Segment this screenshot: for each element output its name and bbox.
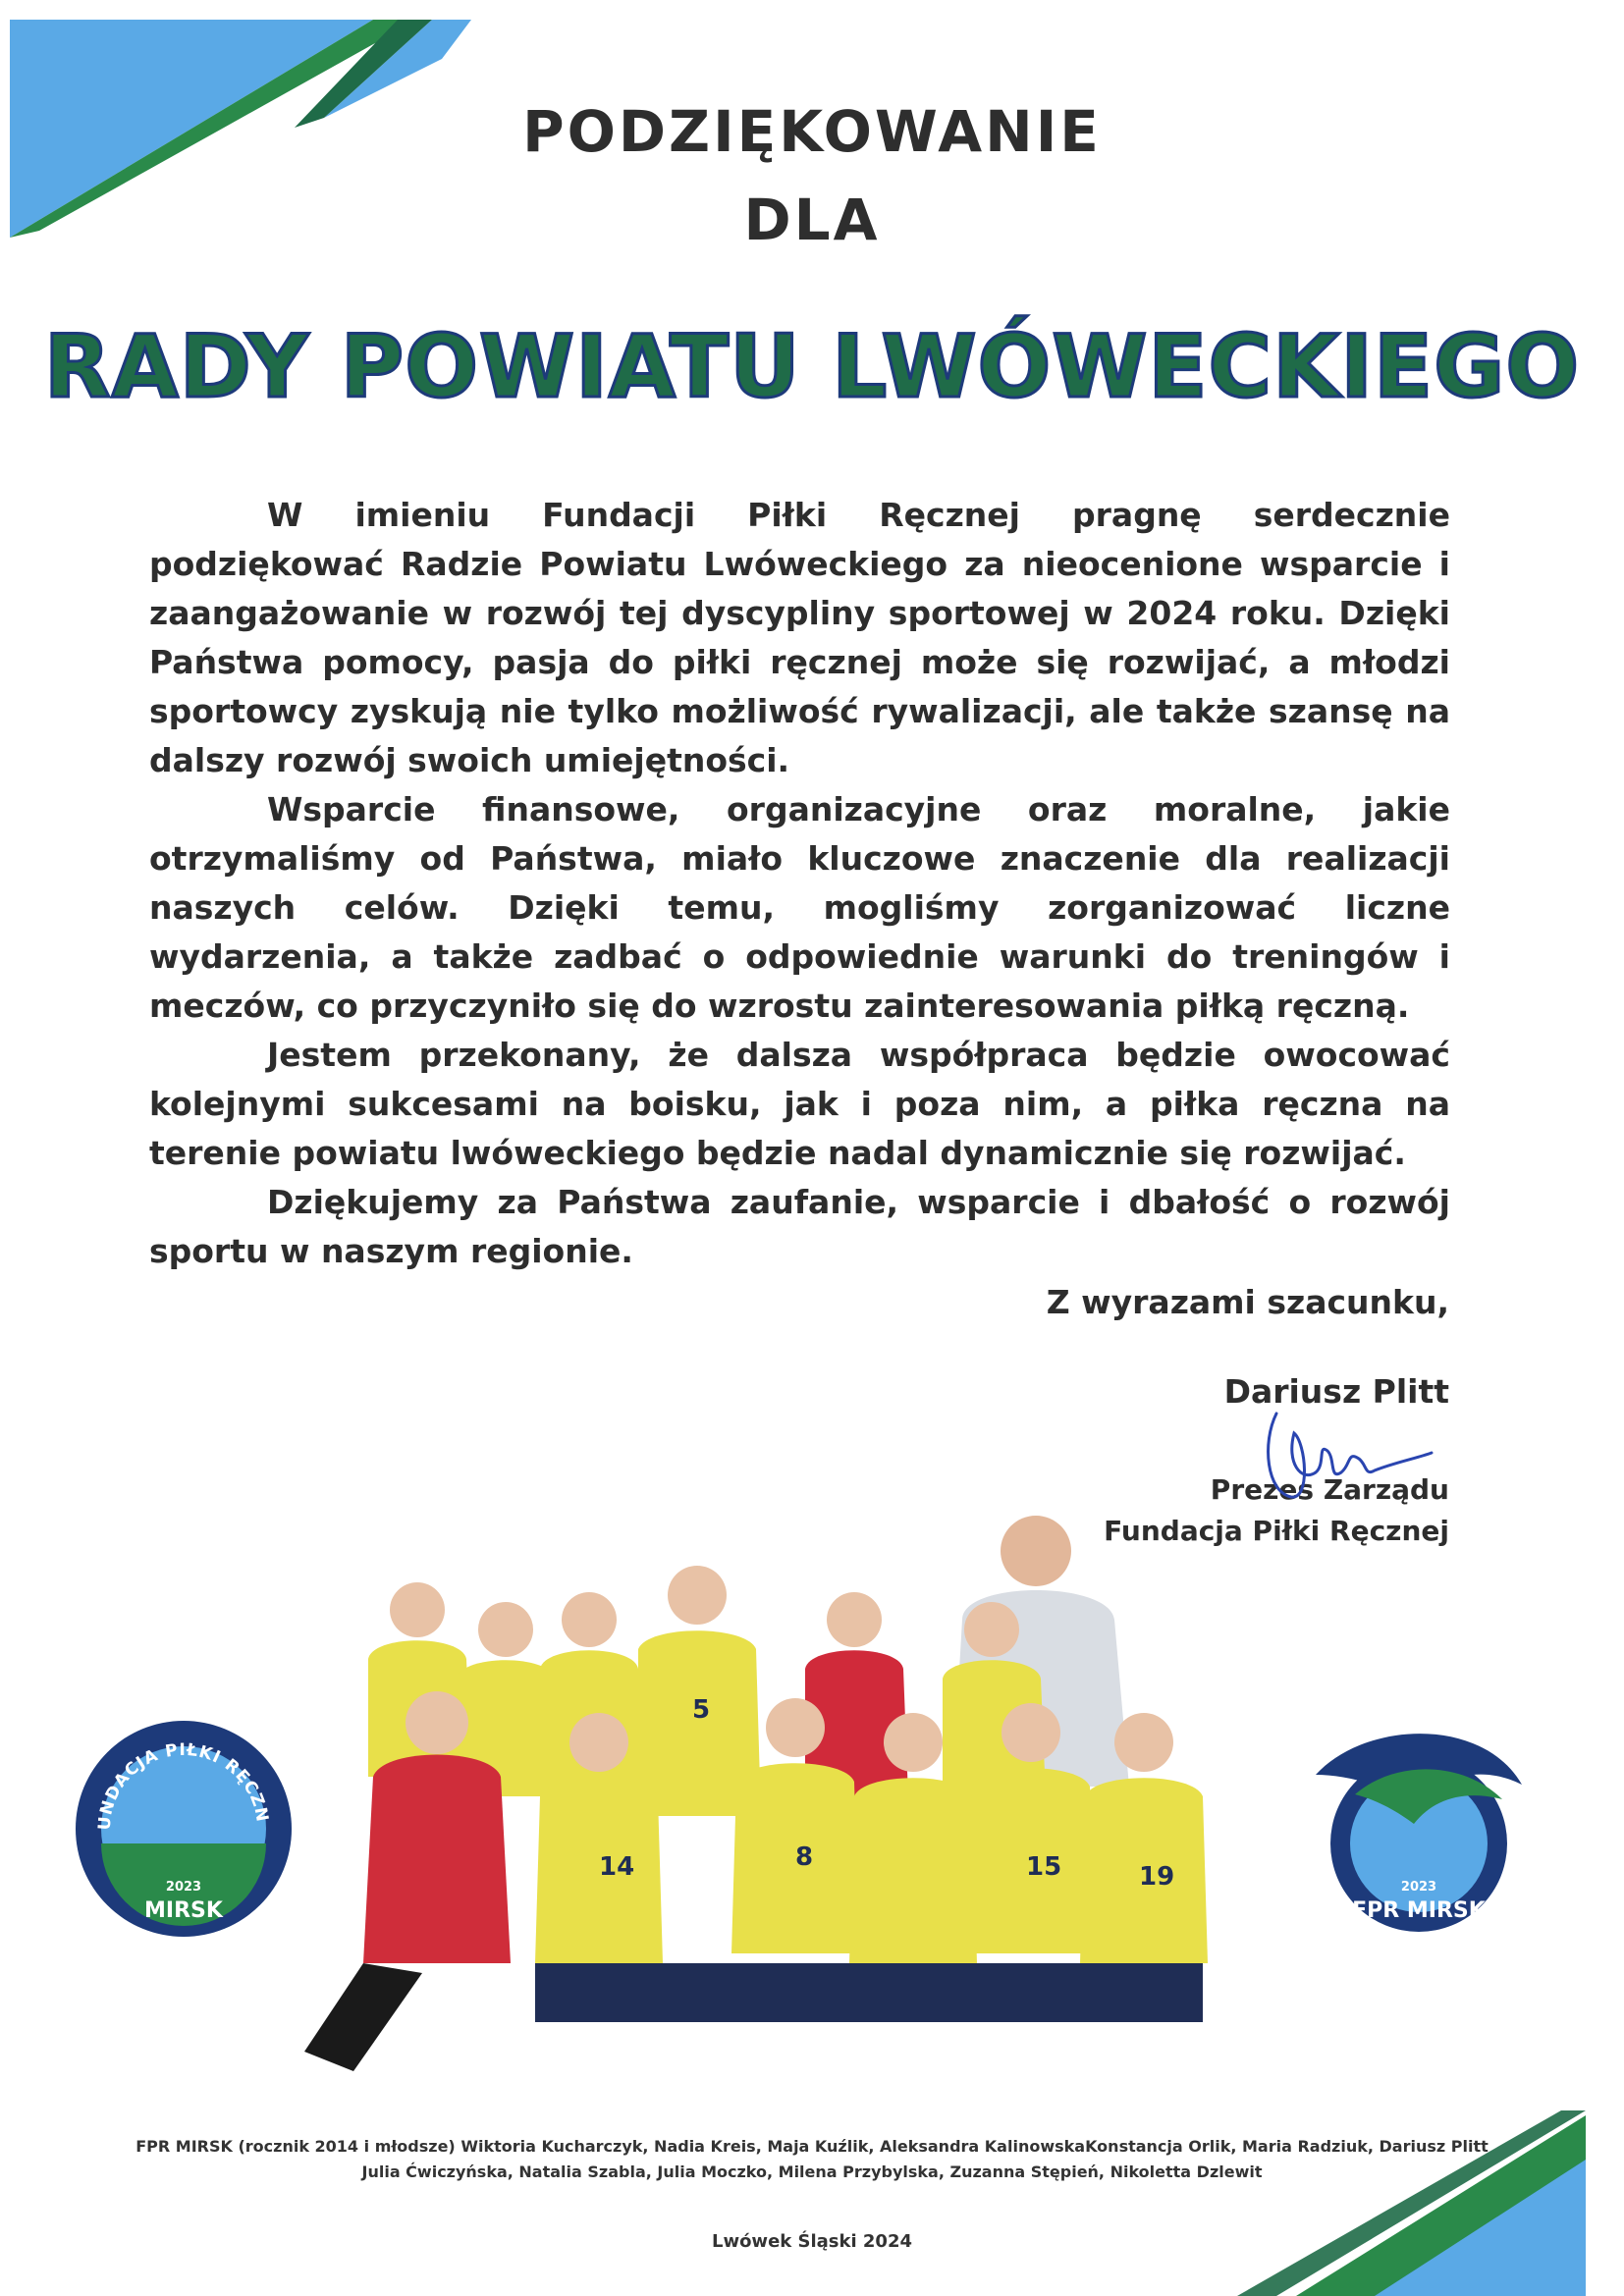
- paragraph-3: Jestem przekonany, że dalsza współpraca będzie owocować kolejnymi sukcesami na boisku, jak i poza nim, a piłka ręczna na terenie powiatu lwóweckiego będzie nadal dynamicznie się rozwijać.: [149, 1036, 1450, 1172]
- handwritten-signature: [1257, 1404, 1434, 1516]
- logo-year: 2023: [165, 1880, 202, 1895]
- logo-name: FPR MIRSK: [1352, 1898, 1486, 1923]
- footer-place-date: Lwówek Śląski 2024: [711, 2231, 913, 2252]
- decorative-stripes-bottom: [1237, 2110, 1624, 2296]
- fpr-mirsk-logo-right: [1296, 1716, 1532, 1946]
- signer-name: Dariusz Plitt: [1223, 1372, 1449, 1411]
- jersey-number: 8: [795, 1842, 814, 1872]
- caption-line-1: FPR MIRSK (rocznik 2014 i młodsze) Wiktoria Kucharczyk, Nadia Kreis, Maja Kuźlik, Aleksandra KalinowskaKonstancja Orlik, Maria Radziuk, Dariusz Plitt: [135, 2137, 1489, 2156]
- logo-name: MIRSK: [144, 1898, 223, 1923]
- logo-ring-text: UNDACJA PIŁKI RĘCZN: [94, 1739, 272, 1832]
- jersey-number: 5: [692, 1695, 711, 1725]
- jersey-number: 15: [1026, 1852, 1062, 1882]
- fpr-mirsk-logo-left: [71, 1716, 297, 1946]
- recipient-heading: RADY POWIATU LWÓWECKIEGO: [43, 316, 1581, 417]
- signer-organization: Fundacja Piłki Ręcznej: [1104, 1515, 1449, 1547]
- jersey-number: 19: [1139, 1862, 1175, 1892]
- document-title-line-2: DLA: [743, 187, 881, 253]
- paragraph-4: Dziękujemy za Państwa zaufanie, wsparcie i dbałość o rozwój sportu w naszym regionie.: [149, 1183, 1450, 1270]
- paragraph-1: W imieniu Fundacji Piłki Ręcznej pragnę serdecznie podziękować Radzie Powiatu Lwóweckiego za nieocenione wsparcie i zaangażowanie w rozwój tej dyscypliny sportowej w 2024 roku. Dzięki Państwa pomocy, pasja do piłki ręcznej może się rozwijać, a młodzi sportowcy zyskują nie tylko możliwość rywalizacji, ale także szansę na dalszy rozwój swoich umiejętności.: [149, 496, 1450, 779]
- logo-year: 2023: [1400, 1880, 1437, 1895]
- caption-line-2: Julia Ćwiczyńska, Natalia Szabla, Julia Moczko, Milena Przybylska, Zuzanna Stępień, Nikoletta Dzlewit: [361, 2163, 1263, 2181]
- jersey-number: 14: [599, 1852, 635, 1882]
- document-title-line-1: PODZIĘKOWANIE: [522, 98, 1102, 165]
- signer-role: Prezes Zarządu: [1210, 1473, 1449, 1506]
- closing-phrase: Z wyrazami szacunku,: [1046, 1283, 1449, 1321]
- paragraph-2: Wsparcie finansowe, organizacyjne oraz moralne, jakie otrzymaliśmy od Państwa, miało kluczowe znaczenie dla realizacji naszych celów. Dzięki temu, mogliśmy zorganizować liczne wydarzenia, a także zadbać o odpowiednie warunki do treningów i meczów, co przyczyniło się do wzrostu zainteresowania piłką ręczną.: [149, 790, 1450, 1025]
- letter-body: [149, 491, 1450, 1276]
- team-photo: [275, 1502, 1345, 2114]
